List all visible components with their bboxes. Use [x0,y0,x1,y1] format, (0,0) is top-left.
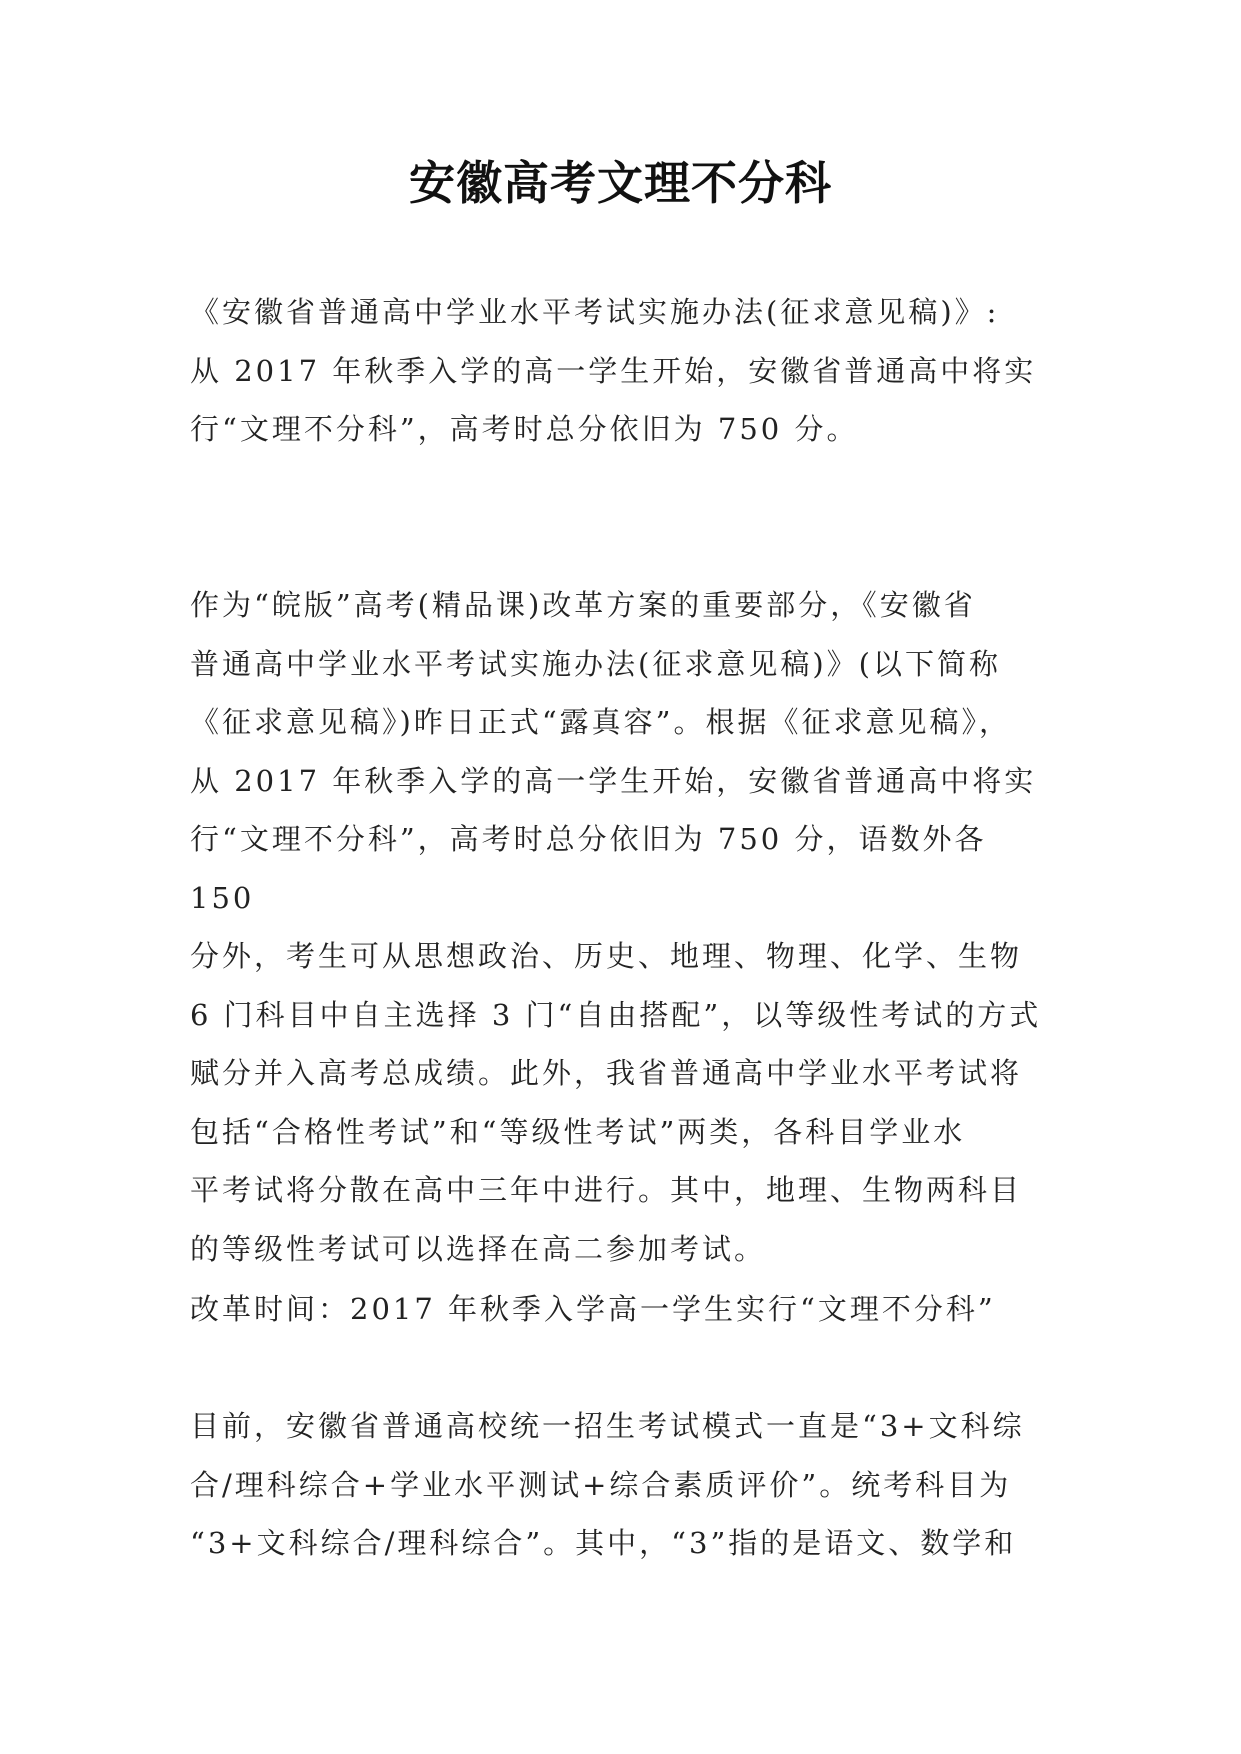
paragraph-intro: 《安徽省普通高中学业水平考试实施办法(征求意见稿)》: 从 2017 年秋季入学的高一学生开始，安徽省普通高中将实 行“文理不分科”，高考时总分依旧为 750 分。 [190,295,1037,446]
paragraph-details: 作为“皖版”高考(精品课)改革方案的重要部分，《安徽省 普通高中学业水平考试实施办法(征求意见稿)》(以下简称 《征求意见稿》)昨日正式“露真容”。根据《征求意见稿》， 从 2017 年秋季入学的高一学生开始，安徽省普通高中将实 行“文理不分科”，高考时总分依旧为 750 分，语数外各 150 分外，考生可从思想政治、历史、地理、物理、化学、生物 6 门科目中自主选择 3 门“自由搭配”，以等级性考试的方式 赋分并入高考总成绩。此外，我省普通高中学业水平考试将 包括“合格性考试”和“等级性考试”两类，各科目学业水 平考试将分散在高中三年中进行。其中，地理、生物两科目 的等级性考试可以选择在高二参加考试。 [190,588,1042,1266]
paragraph-reform-time: 改革时间：2017 年秋季入学高一学生实行“文理不分科” [190,1292,996,1326]
document-title: 安徽高考文理不分科 [409,156,832,210]
paragraph-current-mode: 目前，安徽省普通高校统一招生考试模式一直是“3+文科综 合/理科综合+学业水平测试+综合素质评价”。统考科目为 “3+文科综合/理科综合”。其中，“3”指的是语文、数学和 [190,1409,1025,1560]
